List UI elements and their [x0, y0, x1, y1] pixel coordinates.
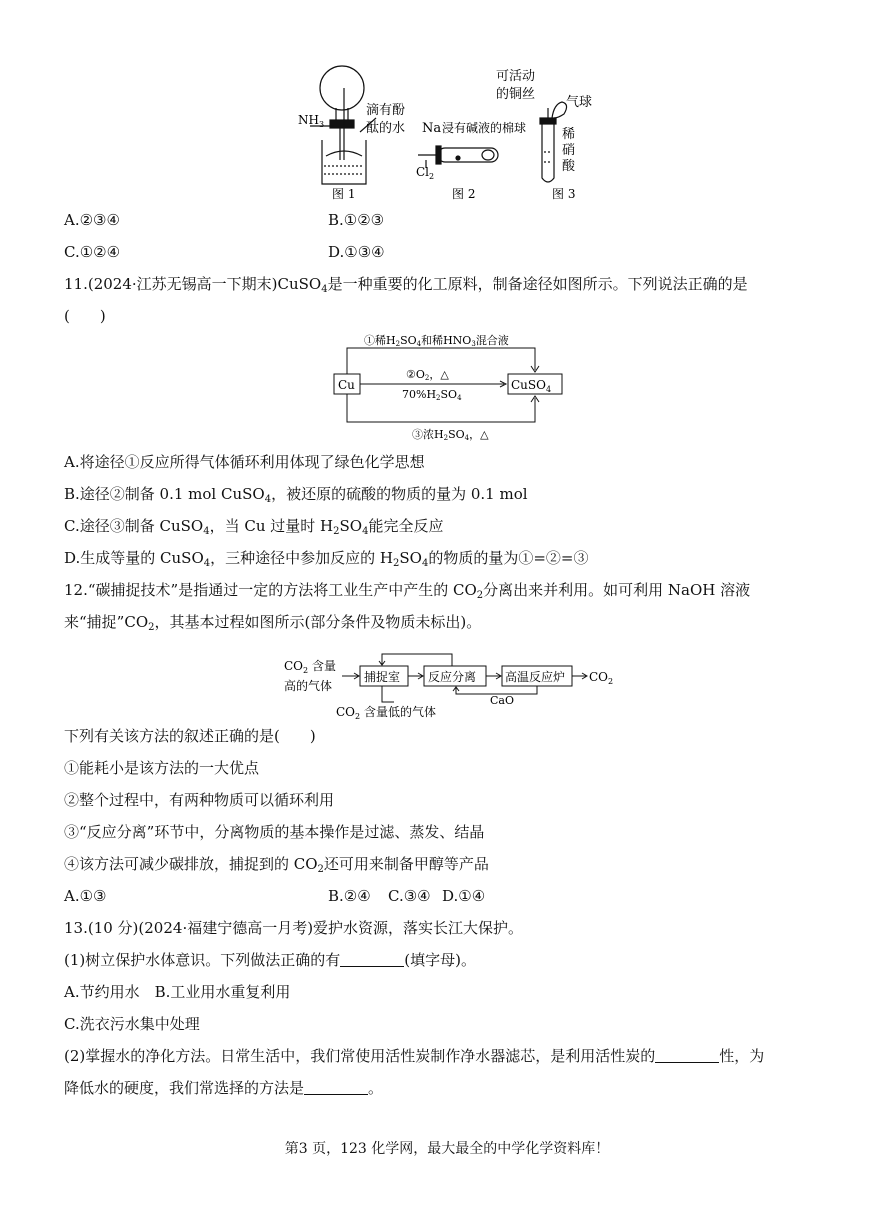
q11-paren: ( ) — [64, 307, 106, 325]
q13-part2-cont: 降低水的硬度，我们常选择的方法是 。 — [64, 1079, 384, 1097]
q12-option-b: B.②④ — [328, 887, 371, 905]
fig3-acid-2: 硝 — [562, 143, 576, 158]
q13-part1-c: C.洗衣污水集中处理 — [64, 1015, 200, 1033]
q11-stem: 11.(2024·江苏无锡高一下期末)CuSO$_4$是一种重要的化工原料，制备途径如图所示。下列说法正确的是 — [64, 275, 748, 295]
q11-route3-label: ③浓H2SO4，△ — [412, 428, 489, 442]
q12-input-line1: $CO_2$ 含量 — [284, 659, 336, 675]
q12-box-capture: 捕捉室 — [364, 670, 401, 684]
q12-option-c: C.③④ — [388, 887, 431, 905]
q13-blank-1[interactable] — [340, 952, 404, 967]
q11-option-c: C.途径③制备 CuSO$_4$，当 Cu 过量时 $H_2SO_4$能完全反应 — [64, 517, 444, 537]
fig3-acid-3: 酸 — [562, 159, 576, 174]
q12-statement-4: ④该方法可减少碳排放，捕捉到的 $CO_2$还可用来制备甲醇等产品 — [64, 855, 489, 875]
fig3-acid-1: 稀 — [562, 127, 576, 142]
q11-option-d: D.生成等量的 CuSO$_4$，三种途径中参加反应的 $H_2SO_4$的物质的量为①=②=③ — [64, 549, 589, 569]
q13-title: 13.(10 分)(2024·福建宁德高一月考)爱护水资源，落实长江大保护。 — [64, 919, 524, 937]
fig3-note-1: 可活动 — [496, 69, 536, 84]
q11-cu-label: Cu — [338, 378, 355, 392]
q10-option-b: B.①②③ — [328, 211, 385, 229]
q11-option-b: B.途径②制备 0.1 mol CuSO$_4$，被还原的硫酸的物质的量为 0.1 mol — [64, 485, 528, 505]
q12-box-separation: 反应分离 — [428, 670, 477, 684]
q12-statement-3: ③“反应分离”环节中，分离物质的基本操作是过滤、蒸发、结晶 — [64, 823, 485, 841]
fig1-nh3-label: $NH_3$ — [298, 113, 325, 129]
q11-route2-top: ②O2，△ — [406, 368, 449, 382]
q12-low-gas: $CO_2$ 含量低的气体 — [336, 705, 436, 721]
q12-cao-label: CaO — [490, 694, 514, 707]
fig1-label: 图 1 — [332, 187, 356, 201]
q12-stem-line2: 来“捕捉$”CO_2$，其基本过程如图所示(部分条件及物质未标出)。 — [64, 613, 482, 633]
q10-option-c: C.①②④ — [64, 243, 121, 261]
fig3-label: 图 3 — [552, 187, 576, 201]
fig2-label: 图 2 — [452, 187, 476, 201]
q10-option-a: A.②③④ — [64, 211, 120, 229]
fig1-note-2: 酞的水 — [366, 121, 406, 136]
q12-output-co2: $CO_2$ — [589, 670, 614, 686]
q11-cuso4-label: CuSO$_4$ — [511, 378, 552, 394]
fig2-na-label: Na — [422, 121, 442, 136]
q11-route-diagram — [330, 334, 566, 444]
fig2-tube-apparatus — [418, 146, 498, 168]
q12-stem-line1: 12.“碳捕捉技术”是指通过一定的方法将工业生产中产生的 $CO_2$分离出来并利用。如可利用 NaOH 溶液 — [64, 581, 751, 601]
q12-question: 下列有关该方法的叙述正确的是( ) — [64, 727, 316, 745]
q12-statement-1: ①能耗小是该方法的一大优点 — [64, 759, 260, 777]
q13-part1-ab: A.节约用水 B.工业用水重复利用 — [64, 983, 291, 1001]
q12-input-line2: 高的气体 — [284, 679, 333, 693]
q12-process-diagram — [282, 652, 618, 722]
q13-part1: (1)树立保护水体意识。下列做法正确的有 (填字母)。 — [64, 951, 476, 969]
q11-option-a: A.将途径①反应所得气体循环利用体现了绿色化学思想 — [64, 453, 425, 471]
q11-route1-label: ①稀H2SO4和稀HNO3混合液 — [364, 334, 509, 348]
q12-statement-2: ②整个过程中，有两种物质可以循环利用 — [64, 791, 335, 809]
q12-box-furnace: 高温反应炉 — [505, 670, 566, 684]
fig3-balloon: 气球 — [566, 95, 593, 110]
q10-option-d: D.①③④ — [328, 243, 385, 261]
fig3-note-2: 的铜丝 — [496, 87, 536, 102]
fig2-cl2-label: $Cl_2$ — [416, 165, 435, 181]
q13-blank-3[interactable] — [304, 1080, 368, 1095]
page-footer: 第3 页，123 化学网，最大最全的中学化学资料库！ — [284, 1141, 610, 1157]
q13-blank-2[interactable] — [655, 1048, 719, 1063]
q11-route2-bottom: 70%H2SO4 — [402, 388, 462, 402]
fig2-note: 浸有碱液的棉球 — [442, 121, 527, 135]
q12-option-d: D.①④ — [442, 887, 486, 905]
q12-option-a: A.①③ — [64, 887, 107, 905]
q13-part2: (2)掌握水的净化方法。日常生活中，我们常使用活性炭制作净水器滤芯，是利用活性炭的 性，为 — [64, 1047, 765, 1065]
fig1-note-1: 滴有酚 — [366, 103, 406, 118]
q10-apparatus-figure — [290, 60, 610, 205]
